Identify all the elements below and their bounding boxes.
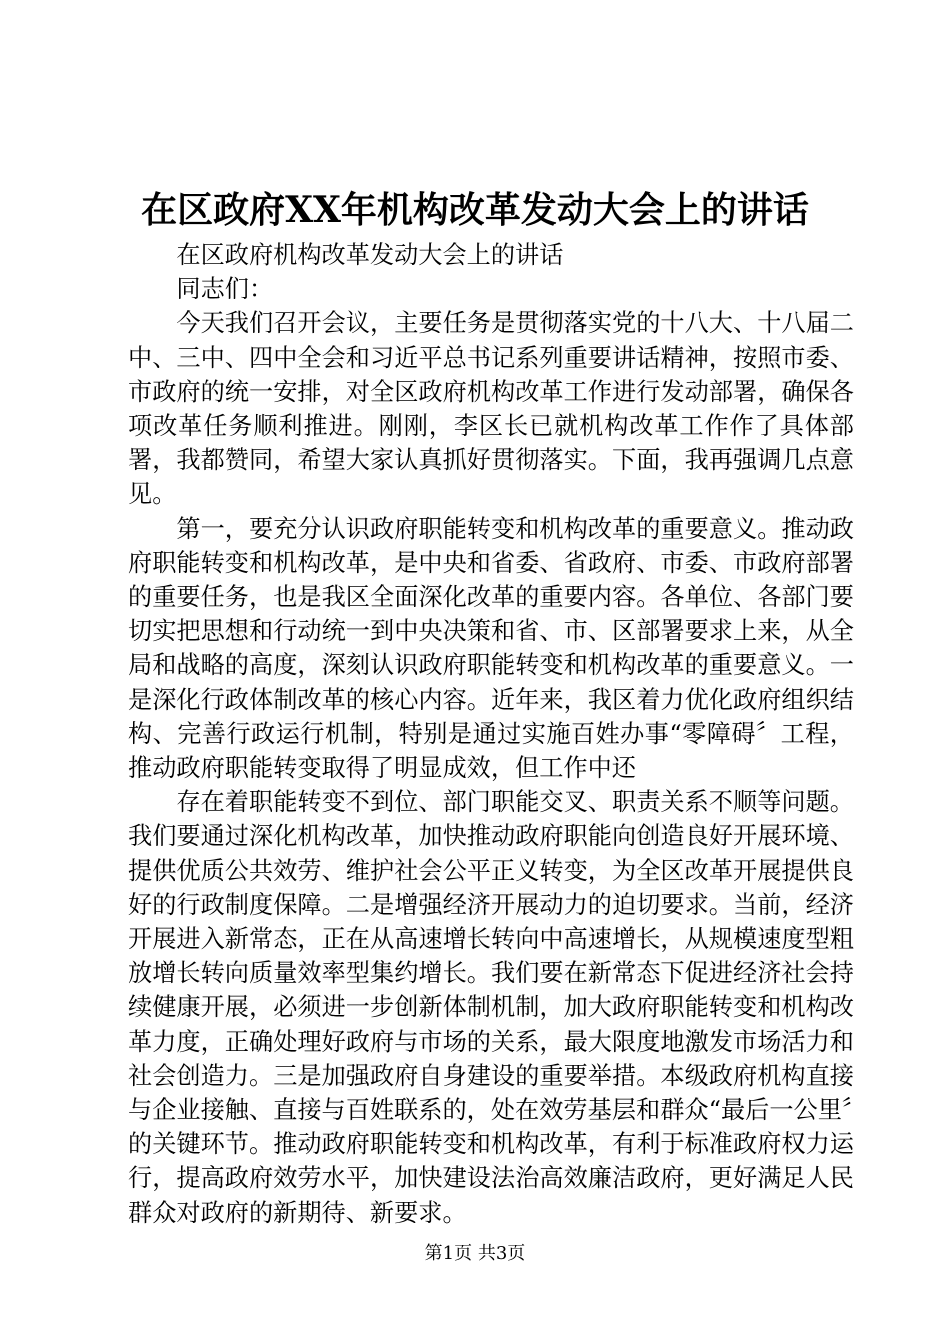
document-body xyxy=(128,238,854,1230)
document-title: 在区政府XX年机构改革发动大会上的讲话 xyxy=(141,189,809,231)
body-paragraph: 第一，要充分认识政府职能转变和机构改革的重要意义。推动政府职能转变和机构改革，是中央和省委、省政府、市委、市政府部署的重要任务，也是我区全面深化改革的重要内容。各单位、各部门要切实把思想和行动统一到中央决策和省、市、区部署要求上来，从全局和战略的高度，深刻认识政府职能转变和机构改革的重要意义。一是深化行政体制改革的核心内容。近年来，我区着力优化政府组织结构、完善行政运行机制，特别是通过实施百姓办事“零障碍〞工程，推动政府职能转变取得了明显成效，但工作中还 xyxy=(128,514,854,783)
salutation-paragraph: 同志们： xyxy=(176,275,274,304)
body-paragraph: 今天我们召开会议，主要任务是贯彻落实党的十八大、十八届二中、三中、四中全会和习近平总书记系列重要讲话精神，按照市委、市政府的统一安排，对全区政府机构改革工作进行发动部署，确保各项改革任务顺利推进。刚刚，李区长已就机构改革工作作了具体部署，我都赞同，希望大家认真抓好贯彻落实。下面，我再强调几点意见。 xyxy=(128,309,854,509)
body-paragraph: 存在着职能转变不到位、部门职能交叉、职责关系不顺等问题。我们要通过深化机构改革，加快推动政府职能向创造良好开展环境、提供优质公共效劳、维护社会公平正义转变，为全区改革开展提供良好的行政制度保障。二是增强经济开展动力的迫切要求。当前，经济开展进入新常态，正在从高速增长转向中高速增长，从规模速度型粗放增长转向质量效率型集约增长。我们要在新常态下促进经济社会持续健康开展，必须进一步创新体制机制，加大政府职能转变和机构改革力度，正确处理好政府与市场的关系，最大限度地激发市场活力和社会创造力。三是加强政府自身建设的重要举措。本级政府机构直接与企业接触、直接与百姓联系的，处在效劳基层和群众“最后一公里〞的关键环节。推动政府职能转变和机构改革，有利于标准政府权力运行，提高政府效劳水平，加快建设法治高效廉洁政府，更好满足人民群众对政府的新期待、新要求。 xyxy=(128,788,854,1227)
subtitle-paragraph: 在区政府机构改革发动大会上的讲话 xyxy=(176,241,564,269)
page-number-footer: 第1页 共3页 xyxy=(424,1243,526,1264)
